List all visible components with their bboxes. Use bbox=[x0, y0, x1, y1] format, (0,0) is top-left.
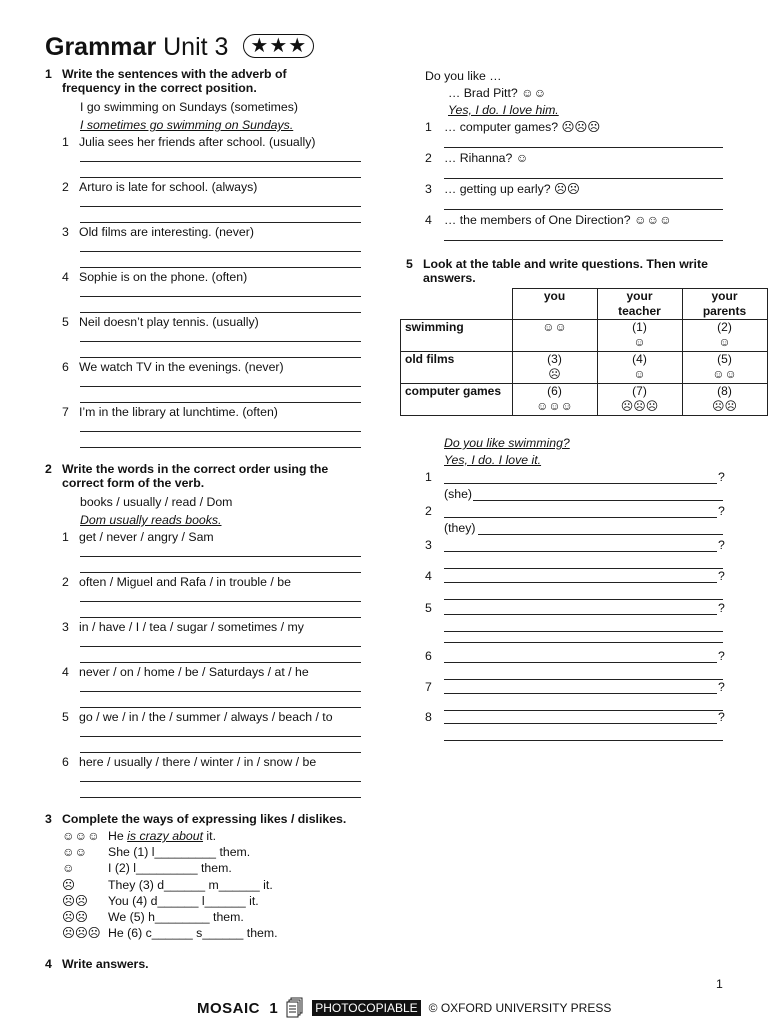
face-icon: ☹☹ bbox=[62, 910, 88, 924]
header-line: you bbox=[543, 289, 566, 303]
section-3-title: 3 Complete the ways of expressing likes / dislikes. bbox=[45, 812, 347, 826]
cell-line: (3) bbox=[547, 352, 562, 366]
subject-prompt: (they) bbox=[444, 521, 476, 535]
answer-line[interactable] bbox=[80, 402, 361, 403]
subject-prompt: (she) bbox=[444, 487, 473, 501]
answer-line[interactable] bbox=[444, 240, 723, 241]
row-answer: is crazy about bbox=[127, 829, 204, 843]
answer-line[interactable] bbox=[80, 797, 361, 798]
answer-line[interactable] bbox=[444, 723, 717, 724]
answer-line[interactable] bbox=[80, 556, 361, 557]
cell-line: (2) bbox=[717, 320, 732, 334]
answer-line[interactable] bbox=[444, 693, 717, 694]
question-mark: ? bbox=[718, 601, 725, 615]
question-mark: ? bbox=[718, 538, 725, 552]
answer-line[interactable] bbox=[80, 752, 361, 753]
answer-line[interactable] bbox=[444, 178, 723, 179]
item-number: 6 bbox=[425, 649, 432, 663]
question-mark: ? bbox=[718, 569, 725, 583]
s4-item bbox=[425, 213, 672, 227]
s1-item bbox=[62, 405, 278, 419]
answer-line[interactable] bbox=[80, 386, 361, 387]
s5-example-answer: Yes, I do. I love it. bbox=[444, 453, 542, 467]
item-text: here / usually / there / winter / in / snow / be bbox=[79, 755, 317, 769]
table-cell bbox=[597, 384, 682, 416]
table-row bbox=[401, 320, 768, 352]
item-text: Neil doesn’t play tennis. (usually) bbox=[79, 315, 259, 329]
publisher: © OXFORD UNIVERSITY PRESS bbox=[428, 1001, 612, 1015]
s5-example-question: Do you like swimming? bbox=[444, 436, 570, 450]
item-number: 3 bbox=[62, 225, 69, 239]
table-cell bbox=[682, 384, 767, 416]
answer-line[interactable] bbox=[80, 206, 361, 207]
answer-line[interactable] bbox=[80, 646, 361, 647]
item-number: 4 bbox=[425, 569, 432, 583]
header-line: your bbox=[711, 289, 738, 303]
row-label: old films bbox=[401, 352, 513, 384]
likes-table-wrap bbox=[400, 288, 768, 416]
item-number: 2 bbox=[62, 575, 69, 589]
item-number: 5 bbox=[425, 601, 432, 615]
answer-line[interactable] bbox=[444, 551, 717, 552]
item-text: never / on / home / be / Saturdays / at / he bbox=[79, 665, 309, 679]
table-cell bbox=[512, 320, 597, 352]
answer-line[interactable] bbox=[444, 599, 723, 600]
item-text: … Rihanna? ☺ bbox=[444, 151, 529, 165]
cell-line: ☺ bbox=[718, 335, 731, 349]
face-icon: ☹☹ bbox=[62, 893, 88, 908]
answer-line[interactable] bbox=[80, 781, 361, 782]
item-number: 2 bbox=[62, 180, 69, 194]
section-1-title: 1 Write the sentences with the adverb of frequency in the correct position. bbox=[45, 67, 287, 95]
s4-item bbox=[425, 151, 528, 165]
section-2-title: 2 Write the words in the correct order using the correct form of the verb. bbox=[45, 462, 329, 490]
answer-line[interactable] bbox=[80, 251, 361, 252]
item-number: 1 bbox=[425, 120, 432, 134]
cell-line: (1) bbox=[632, 320, 647, 334]
answer-line[interactable] bbox=[80, 161, 361, 162]
table-header bbox=[512, 289, 597, 320]
item-text: … getting up early? ☹☹ bbox=[444, 182, 580, 196]
answer-line[interactable] bbox=[444, 209, 723, 210]
row-text: I (2) l_________ them. bbox=[108, 861, 232, 876]
table-cell bbox=[682, 320, 767, 352]
s2-item bbox=[62, 665, 309, 679]
item-number: 4 bbox=[425, 213, 432, 227]
answer-line[interactable] bbox=[444, 679, 723, 680]
page-number: 1 bbox=[716, 977, 723, 991]
answer-line[interactable] bbox=[80, 312, 361, 313]
item-number: 3 bbox=[425, 182, 432, 196]
answer-line[interactable] bbox=[444, 614, 717, 615]
table-cell bbox=[512, 352, 597, 384]
item-text: Sophie is on the phone. (often) bbox=[79, 270, 248, 284]
item-number: 7 bbox=[425, 680, 432, 694]
answer-line[interactable] bbox=[444, 147, 723, 148]
brand-name: MOSAIC 1 bbox=[197, 999, 279, 1017]
item-number: 1 bbox=[425, 470, 432, 484]
photocopiable-badge: PHOTOCOPIABLE bbox=[312, 1000, 420, 1016]
table-header bbox=[682, 289, 767, 320]
answer-line[interactable] bbox=[444, 631, 723, 632]
cell-line: (8) bbox=[717, 384, 732, 398]
s2-item bbox=[62, 710, 333, 724]
s3-row bbox=[108, 894, 259, 908]
cell-line: (6) bbox=[547, 384, 562, 398]
answer-line[interactable] bbox=[80, 267, 361, 268]
answer-line[interactable] bbox=[80, 177, 361, 178]
row-text-end: it. bbox=[203, 829, 216, 843]
table-header-row bbox=[401, 289, 768, 320]
s1-item bbox=[62, 225, 254, 239]
answer-line[interactable] bbox=[444, 740, 723, 741]
cell-line: ☺☺☺ bbox=[536, 399, 573, 413]
question-mark: ? bbox=[718, 504, 725, 518]
s1-example-answer: I sometimes go swimming on Sundays. bbox=[80, 118, 294, 132]
answer-line[interactable] bbox=[80, 662, 361, 663]
item-number: 2 bbox=[425, 151, 432, 165]
question-mark: ? bbox=[718, 680, 725, 694]
answer-line[interactable] bbox=[80, 736, 361, 737]
s4-item bbox=[425, 120, 600, 134]
cell-line: (4) bbox=[632, 352, 647, 366]
item-number: 2 bbox=[425, 504, 432, 518]
s3-row bbox=[108, 861, 232, 875]
question-mark: ? bbox=[718, 470, 725, 484]
s2-item bbox=[62, 530, 214, 544]
item-number: 8 bbox=[425, 710, 432, 724]
answer-line[interactable] bbox=[473, 500, 723, 501]
item-text: Arturo is late for school. (always) bbox=[79, 180, 258, 194]
cell-line: ☹☹☹ bbox=[620, 399, 659, 413]
row-text: They (3) d______ m______ it. bbox=[108, 877, 273, 892]
table-header bbox=[597, 289, 682, 320]
item-text: Old films are interesting. (never) bbox=[79, 225, 254, 239]
item-text: get / never / angry / Sam bbox=[79, 530, 214, 544]
s2-item bbox=[62, 575, 291, 589]
s3-row bbox=[108, 910, 244, 924]
header-line: your bbox=[626, 289, 653, 303]
answer-line[interactable] bbox=[444, 662, 717, 663]
header-line: parents bbox=[702, 304, 747, 318]
table-cell bbox=[682, 352, 767, 384]
s1-item bbox=[62, 315, 259, 329]
s1-item bbox=[62, 360, 284, 374]
cell-line: ☺ bbox=[633, 367, 646, 381]
answer-line[interactable] bbox=[80, 296, 361, 297]
item-text: I’m in the library at lunchtime. (often) bbox=[79, 405, 278, 419]
s2-item bbox=[62, 755, 316, 769]
item-text: … computer games? ☹☹☹ bbox=[444, 120, 601, 134]
s4-example-answer: Yes, I do. I love him. bbox=[448, 103, 559, 117]
s1-example: I go swimming on Sundays (sometimes) bbox=[80, 100, 299, 114]
row-text: We (5) h________ them. bbox=[108, 910, 244, 924]
table-row bbox=[401, 352, 768, 384]
header-line: teacher bbox=[618, 304, 661, 318]
s2-example-answer: Dom usually reads books. bbox=[80, 513, 222, 527]
row-text: He bbox=[108, 829, 128, 843]
row-text: You (4) d______ l______ it. bbox=[108, 893, 259, 908]
cell-line: ☺ bbox=[633, 335, 646, 349]
item-text: We watch TV in the evenings. (never) bbox=[79, 360, 284, 374]
face-icon: ☹☹☹ bbox=[62, 926, 101, 941]
item-text: … the members of One Direction? ☺☺☺ bbox=[444, 213, 672, 227]
answer-line[interactable] bbox=[80, 572, 361, 573]
answer-line[interactable] bbox=[444, 642, 723, 643]
s3-row bbox=[108, 926, 278, 940]
photocopy-icon bbox=[286, 997, 304, 1019]
answer-line[interactable] bbox=[444, 483, 717, 484]
difficulty-stars-icon: ★★★ bbox=[243, 34, 314, 58]
question-mark: ? bbox=[718, 649, 725, 663]
answer-line[interactable] bbox=[80, 431, 361, 432]
item-text: Julia sees her friends after school. (usually) bbox=[79, 135, 316, 149]
cell-line: ☹☹ bbox=[711, 399, 738, 413]
s3-row bbox=[108, 829, 216, 843]
s4-item bbox=[425, 182, 580, 196]
item-number: 6 bbox=[62, 755, 69, 769]
item-number: 1 bbox=[62, 135, 69, 149]
item-text: go / we / in / the / summer / always / beach / to bbox=[79, 710, 333, 724]
answer-line[interactable] bbox=[80, 222, 361, 223]
item-number: 1 bbox=[62, 530, 69, 544]
item-number: 5 bbox=[62, 710, 69, 724]
title-unit: Unit 3 bbox=[163, 33, 229, 61]
s1-item bbox=[62, 180, 257, 194]
face-icon: ☺ bbox=[62, 861, 75, 876]
item-number: 5 bbox=[62, 315, 69, 329]
item-number: 4 bbox=[62, 665, 69, 679]
table-cell bbox=[597, 352, 682, 384]
likes-table bbox=[400, 288, 768, 416]
question-mark: ? bbox=[718, 710, 725, 724]
row-label: computer games bbox=[401, 384, 513, 416]
item-text: often / Miguel and Rafa / in trouble / be bbox=[79, 575, 291, 589]
section-5-title: 5 Look at the table and write questions. Then write answers. bbox=[406, 257, 708, 285]
answer-line[interactable] bbox=[444, 710, 723, 711]
item-number: 3 bbox=[425, 538, 432, 552]
s3-row bbox=[108, 878, 273, 892]
cell-line: ☺☺ bbox=[542, 320, 567, 334]
answer-line[interactable] bbox=[80, 691, 361, 692]
cell-line: ☺☺ bbox=[712, 367, 737, 381]
cell-line: (5) bbox=[717, 352, 732, 366]
cell-line: (7) bbox=[632, 384, 647, 398]
page-title bbox=[45, 33, 314, 62]
face-icon: ☹ bbox=[62, 877, 75, 892]
s4-example: … Brad Pitt? ☺☺ bbox=[448, 86, 547, 100]
s2-item bbox=[62, 620, 304, 634]
answer-line[interactable] bbox=[444, 582, 717, 583]
answer-line[interactable] bbox=[444, 568, 723, 569]
table-corner bbox=[401, 289, 513, 320]
item-number: 7 bbox=[62, 405, 69, 419]
item-text: in / have / I / tea / sugar / sometimes / my bbox=[79, 620, 304, 634]
row-text: She (1) l_________ them. bbox=[108, 845, 251, 860]
answer-line[interactable] bbox=[80, 617, 361, 618]
answer-line[interactable] bbox=[478, 534, 723, 535]
cell-line: ☹ bbox=[548, 367, 561, 381]
answer-line[interactable] bbox=[80, 447, 361, 448]
answer-line[interactable] bbox=[80, 341, 361, 342]
row-text: He (6) c______ s______ them. bbox=[108, 926, 278, 941]
item-number: 6 bbox=[62, 360, 69, 374]
title-bold: Grammar bbox=[45, 33, 157, 61]
item-number: 3 bbox=[62, 620, 69, 634]
s1-item bbox=[62, 135, 315, 149]
s2-example: books / usually / read / Dom bbox=[80, 495, 233, 509]
s3-row bbox=[108, 845, 250, 859]
table-cell bbox=[512, 384, 597, 416]
table-cell bbox=[597, 320, 682, 352]
face-icon: ☺☺☺ bbox=[62, 829, 100, 843]
table-row bbox=[401, 384, 768, 416]
row-label: swimming bbox=[401, 320, 513, 352]
answer-line[interactable] bbox=[444, 517, 717, 518]
s4-intro: Do you like … bbox=[425, 69, 502, 83]
footer bbox=[197, 997, 611, 1019]
answer-line[interactable] bbox=[80, 357, 361, 358]
answer-line[interactable] bbox=[80, 707, 361, 708]
s1-item bbox=[62, 270, 247, 284]
section-4-title: 4 Write answers. bbox=[45, 957, 149, 971]
answer-line[interactable] bbox=[80, 601, 361, 602]
item-number: 4 bbox=[62, 270, 69, 284]
face-icon: ☺☺ bbox=[62, 845, 88, 860]
